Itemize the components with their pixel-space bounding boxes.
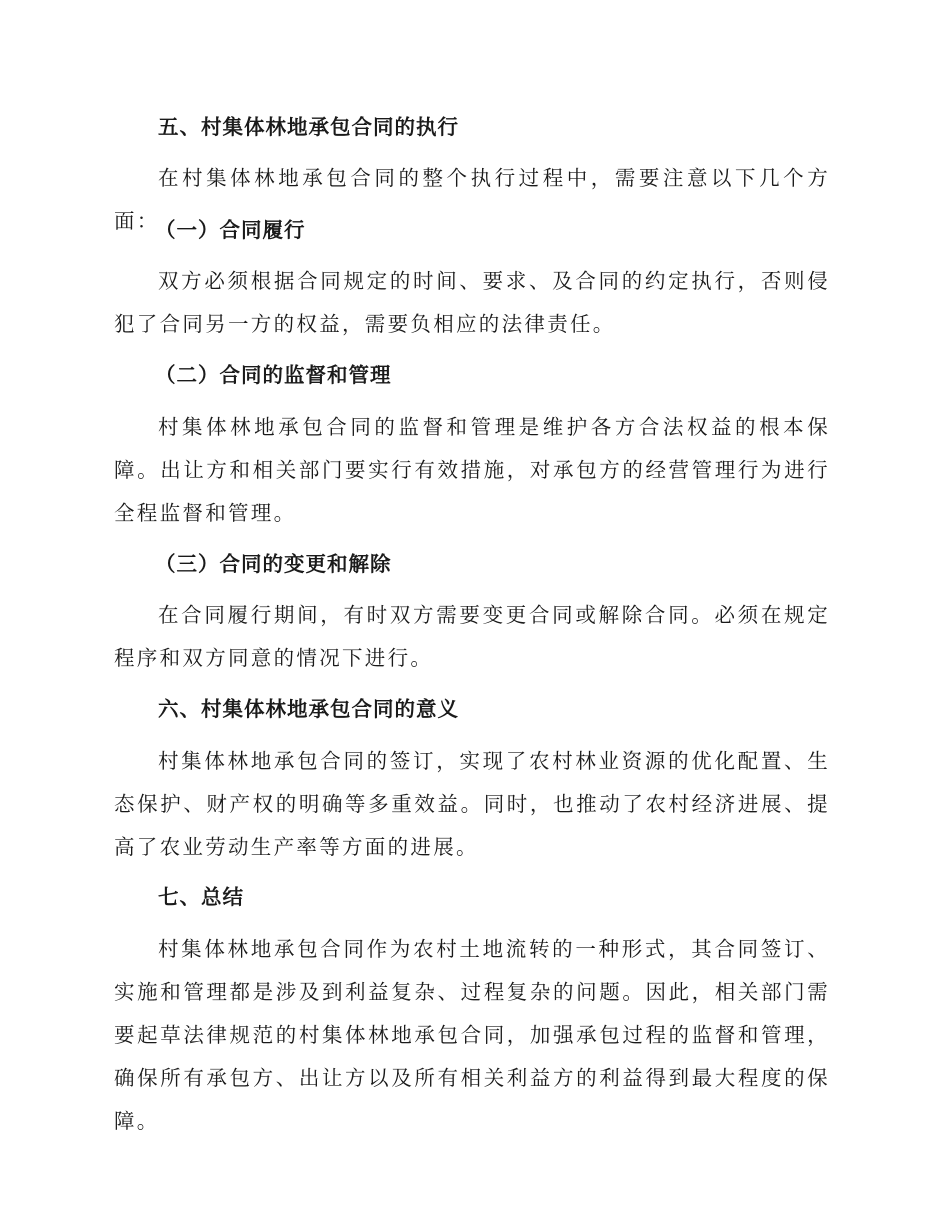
paragraph-summary: 村集体林地承包合同作为农村土地流转的一种形式，其合同签订、实施和管理都是涉及到利益复杂、过程复杂的问题。因此，相关部门需要起草法律规范的村集体林地承包合同，加强承包过程的监督和管理，确保所有承包方、出让方以及所有相关利益方的利益得到最大程度的保障。: [114, 937, 830, 1133]
section-heading-significance: 六、村集体林地承包合同的意义: [158, 697, 459, 721]
section-heading-summary: 七、总结: [158, 885, 244, 909]
paragraph-significance: 村集体林地承包合同的签订，实现了农村林业资源的优化配置、生态保护、财产权的明确等多重效益。同时，也推动了农村经济进展、提高了农业劳动生产率等方面的进展。: [114, 749, 830, 859]
section-heading-execution: 五、村集体林地承包合同的执行: [158, 115, 459, 139]
subheading-performance: （一）合同履行: [155, 218, 306, 242]
paragraph-change-termination: 在合同履行期间，有时双方需要变更合同或解除合同。必须在规定程序和双方同意的情况下进行。: [114, 603, 830, 670]
paragraph-performance: 双方必须根据合同规定的时间、要求、及合同的约定执行，否则侵犯了合同另一方的权益，需要负相应的法律责任。: [114, 269, 830, 336]
subheading-supervision: （二）合同的监督和管理: [155, 363, 392, 387]
paragraph-execution-intro: 在村集体林地承包合同的整个执行过程中，需要注意以下几个方面：: [114, 166, 830, 233]
paragraph-supervision: 村集体林地承包合同的监督和管理是维护各方合法权益的根本保障。出让方和相关部门要实行有效措施，对承包方的经营管理行为进行全程监督和管理。: [114, 415, 830, 525]
subheading-change-termination: （三）合同的变更和解除: [155, 552, 392, 576]
